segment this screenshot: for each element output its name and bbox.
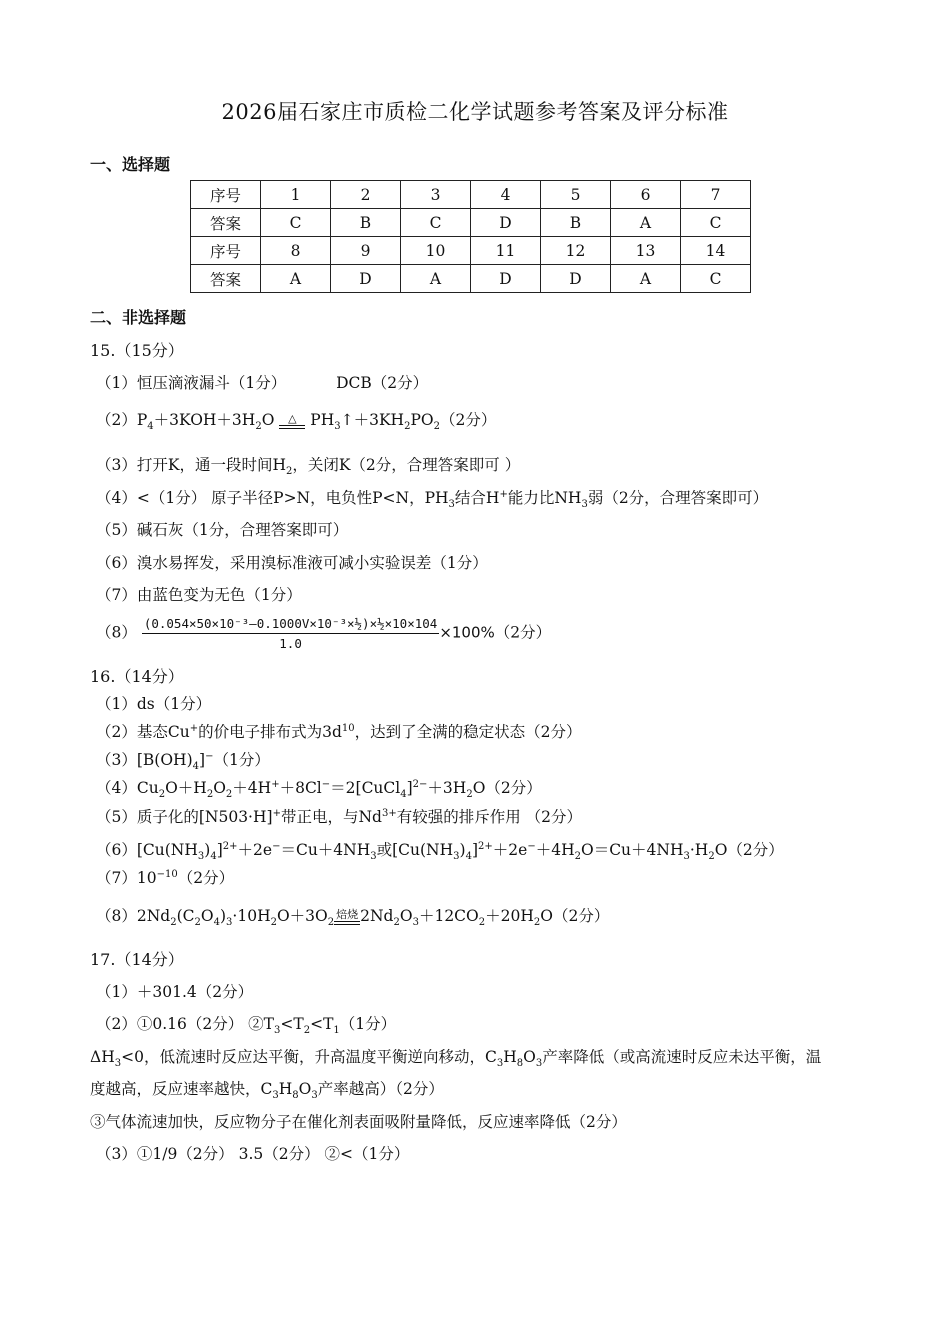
- eq-sub: 4: [210, 851, 217, 863]
- table-cell: 2: [331, 181, 401, 209]
- line-sup: 3+: [381, 807, 397, 819]
- eq-text: （6）[Cu(NH: [96, 841, 198, 859]
- equals-bar: [334, 921, 360, 925]
- eq-sub: 2: [206, 789, 214, 801]
- line-text: （3）打开K，通一段时间H: [96, 456, 286, 474]
- section-nonchoice-heading: 二、非选择题: [90, 308, 187, 327]
- line-sup: −10: [156, 868, 178, 880]
- eq-text: 2Nd: [360, 907, 394, 925]
- line-text: <T: [280, 1015, 304, 1033]
- table-cell: D: [541, 265, 611, 293]
- q16-line-5: [96, 805, 582, 827]
- table-row-header: 序号: [191, 237, 261, 265]
- table-row: [191, 209, 751, 237]
- line-sup: 10: [341, 722, 355, 734]
- eq-text: O＋H: [165, 779, 207, 797]
- eq-text: ·10H: [232, 907, 271, 925]
- equals-bar: [279, 425, 305, 429]
- line-text: 有较强的排斥作用 （2分）: [396, 808, 582, 826]
- line-sub: 3: [272, 1090, 279, 1102]
- line-text: ，关闭K（2分，合理答案即可 ）: [292, 456, 521, 474]
- eq-text: ＋4H: [232, 779, 272, 797]
- eq-sub: 3: [683, 851, 690, 863]
- eq-text: PO: [410, 411, 434, 429]
- q15-line-4: [96, 486, 769, 511]
- q16-line-4: [96, 776, 542, 801]
- eq-text: ＋4H: [535, 841, 575, 859]
- eq-text: ＋8Cl: [279, 779, 322, 797]
- eq-sub: 2: [708, 851, 715, 863]
- table-cell: B: [331, 209, 401, 237]
- table-row-header: 序号: [191, 181, 261, 209]
- line-sub: 3: [535, 1058, 543, 1070]
- condition-label: △: [288, 412, 297, 425]
- percent-factor: ×100%: [439, 623, 495, 642]
- line-text: O: [298, 1080, 312, 1098]
- eq-text: O（2分）: [714, 841, 784, 859]
- line-text: 能力比NH: [507, 489, 582, 507]
- line-sub: 3: [311, 1090, 318, 1102]
- line-text: （3）[B(OH): [96, 751, 193, 769]
- eq-text: ＋12CO: [418, 907, 479, 925]
- page-title: 2026届石家庄市质检二化学试题参考答案及评分标准: [221, 100, 729, 124]
- q17-line-3: [90, 1045, 822, 1070]
- line-text: <0，低流速时反应达平衡，升高温度平衡逆向移动，C: [121, 1048, 497, 1066]
- condition-label: 焙烧: [336, 908, 359, 921]
- eq-sub: 3: [453, 851, 460, 863]
- question-17-header: 17.（14分）: [90, 950, 184, 969]
- eq-sub: 4: [465, 851, 472, 863]
- table-row-header: 答案: [191, 209, 261, 237]
- answer-table: [190, 180, 751, 293]
- line-text: <T: [310, 1015, 334, 1033]
- line-sub: 2: [285, 466, 293, 478]
- eq-text: ＝2[CuCl: [330, 779, 401, 797]
- table-cell: 5: [541, 181, 611, 209]
- line-text: 结合H: [454, 489, 500, 507]
- line-sub: 8: [292, 1090, 299, 1102]
- table-row: [191, 265, 751, 293]
- table-cell: D: [331, 265, 401, 293]
- eq-text: ): [459, 841, 466, 859]
- line-sub: 4: [192, 761, 199, 773]
- line-text: （2分）: [177, 869, 235, 887]
- line-text: （4）<（1分） 原子半径P>N，电负性P<N，PH: [96, 489, 449, 507]
- line-sub: 3: [448, 499, 455, 511]
- eq-sup: +: [271, 778, 280, 790]
- table-cell: C: [681, 209, 751, 237]
- eq-text: ]: [471, 841, 479, 859]
- line-sup: +: [189, 722, 199, 734]
- eq-text: （2）P: [96, 411, 148, 429]
- q15-line-7: （7）由蓝色变为无色（1分）: [96, 586, 302, 604]
- table-cell: 3: [401, 181, 471, 209]
- line-text: （2分）: [494, 623, 552, 642]
- line-text: ]: [199, 751, 206, 769]
- table-cell: A: [611, 265, 681, 293]
- eq-text: O（2分）: [472, 779, 542, 797]
- q17-line-4: [90, 1077, 444, 1102]
- eq-sub: 2: [170, 917, 177, 929]
- q16-line-7: [96, 866, 234, 888]
- q17-line-5: ③气体流速加快，反应物分子在催化剂表面吸附量降低，反应速率降低（2分）: [90, 1113, 627, 1131]
- eq-sub: 3: [370, 851, 377, 863]
- table-cell: A: [261, 265, 331, 293]
- table-row: [191, 237, 751, 265]
- line-text: （8）: [96, 623, 137, 642]
- eq-text: O（2分）: [540, 907, 610, 925]
- question-16-header: 16.（14分）: [90, 667, 184, 686]
- q16-line-3: [96, 748, 270, 773]
- table-cell: 9: [331, 237, 401, 265]
- eq-sub: 2: [255, 421, 262, 433]
- eq-text: ＋3KOH＋3H: [153, 411, 256, 429]
- line-sub: 8: [516, 1058, 524, 1070]
- eq-text: O: [200, 907, 214, 925]
- table-cell: 7: [681, 181, 751, 209]
- line-text: 产率越高）（2分）: [317, 1080, 444, 1098]
- line-sub: 3: [114, 1058, 122, 1070]
- line-sup: +: [272, 807, 281, 819]
- eq-text: O: [213, 779, 226, 797]
- table-cell: 8: [261, 237, 331, 265]
- eq-sub: 2: [225, 789, 233, 801]
- eq-text: （2分）: [439, 411, 497, 429]
- line-sup: −: [205, 750, 214, 762]
- table-cell: D: [471, 265, 541, 293]
- q17-line-2: [96, 1012, 397, 1037]
- table-row: [191, 181, 751, 209]
- eq-text: PH: [310, 411, 335, 429]
- line-text: （2）①0.16（2分） ②T: [96, 1015, 275, 1033]
- eq-sub: 3: [412, 917, 419, 929]
- eq-text: ]: [406, 779, 413, 797]
- line-sub: 1: [333, 1025, 340, 1037]
- line-text: （7）10: [96, 869, 157, 887]
- line-text: H: [503, 1048, 517, 1066]
- eq-sub: 3: [226, 917, 233, 929]
- table-cell: D: [471, 209, 541, 237]
- table-cell: 6: [611, 181, 681, 209]
- eq-text: ↑＋3KH: [340, 411, 405, 429]
- purity-fraction: [142, 616, 440, 651]
- line-text: （2）基态Cu: [96, 723, 190, 741]
- eq-text: ): [204, 841, 211, 859]
- line-text: 弱（2分，合理答案即可）: [587, 489, 769, 507]
- eq-sub: 2: [478, 917, 486, 929]
- eq-text: ＋2e: [492, 841, 528, 859]
- table-cell: 13: [611, 237, 681, 265]
- eq-sub: 2: [158, 789, 166, 801]
- eq-sub: 2: [433, 421, 440, 433]
- line-sub: 3: [274, 1025, 281, 1037]
- eq-text: O＋3O: [276, 907, 328, 925]
- eq-sup: −: [321, 778, 331, 790]
- line-text: O: [523, 1048, 536, 1066]
- q15-line-5: （5）碱石灰（1分，合理答案即可）: [96, 521, 349, 539]
- line-text: 的价电子排布式为3d: [198, 723, 342, 741]
- q15-1-answer-a: （1）恒压滴液漏斗（1分）: [96, 374, 287, 392]
- eq-sup: 2+: [478, 840, 493, 852]
- line-sub: 3: [496, 1058, 504, 1070]
- section-choice-heading: 一、选择题: [90, 155, 171, 174]
- line-text: 产率降低（或高流速时反应未达平衡，温: [542, 1048, 822, 1066]
- line-sup: +: [499, 488, 508, 500]
- table-cell: 10: [401, 237, 471, 265]
- q15-1-answer-b: DCB（2分）: [336, 374, 429, 392]
- table-cell: B: [541, 209, 611, 237]
- fraction-denominator: 1.0: [279, 636, 302, 651]
- eq-sub: 3: [197, 851, 205, 863]
- line-text: H: [278, 1080, 293, 1098]
- table-row-header: 答案: [191, 265, 261, 293]
- eq-sub: 2: [194, 917, 201, 929]
- eq-text: ]: [216, 841, 223, 859]
- q17-line-6: （3）①1/9（2分） 3.5（2分） ②<（1分）: [96, 1145, 410, 1163]
- eq-text: ＝Cu＋4NH: [280, 841, 371, 859]
- q16-line-8: [96, 904, 610, 929]
- eq-sub: 4: [147, 421, 154, 433]
- q15-line-6: （6）溴水易挥发，采用溴标准液可减小实验误差（1分）: [96, 554, 488, 572]
- q15-line-3: [96, 453, 521, 478]
- reaction-condition-heat: [279, 413, 305, 429]
- eq-text: O: [399, 907, 413, 925]
- line-text: （5）质子化的[N503·H]: [96, 808, 273, 826]
- table-cell: 11: [471, 237, 541, 265]
- q16-line-2: [96, 720, 582, 742]
- line-text: ΔH: [90, 1048, 115, 1066]
- eq-text: ＋3H: [427, 779, 467, 797]
- eq-sub: 2: [574, 851, 581, 863]
- eq-sub: 2: [533, 917, 541, 929]
- eq-sub: 2: [404, 421, 411, 433]
- eq-sub: 4: [400, 789, 407, 801]
- eq-text: ·H: [689, 841, 709, 859]
- eq-sup: 2−: [412, 778, 428, 790]
- table-cell: C: [681, 265, 751, 293]
- eq-text: （4）Cu: [96, 779, 159, 797]
- eq-text: ＋20H: [485, 907, 534, 925]
- eq-sup: 2+: [222, 840, 238, 852]
- eq-sub: 2: [327, 917, 335, 929]
- eq-sup: −: [272, 840, 281, 852]
- eq-text: ＋2e: [237, 841, 273, 859]
- q17-line-1: （1）＋301.4（2分）: [96, 983, 254, 1001]
- eq-sub: 4: [213, 917, 220, 929]
- eq-text: O: [261, 411, 275, 429]
- line-text: 带正电，与Nd: [280, 808, 382, 826]
- eq-text: (C: [176, 907, 195, 925]
- q16-line-1: （1）ds（1分）: [96, 695, 212, 713]
- table-cell: 14: [681, 237, 751, 265]
- table-cell: 4: [471, 181, 541, 209]
- line-text: ，达到了全满的稳定状态（2分）: [354, 723, 582, 741]
- q16-line-6: [96, 838, 784, 863]
- eq-sub: 3: [334, 421, 341, 433]
- table-cell: A: [401, 265, 471, 293]
- line-sub: 2: [303, 1025, 311, 1037]
- q15-line-8: [96, 616, 551, 651]
- eq-text: （8）2Nd: [96, 907, 171, 925]
- line-text: （1分）: [339, 1015, 397, 1033]
- eq-text: ): [219, 907, 227, 925]
- eq-sup: −: [527, 840, 536, 852]
- table-cell: 1: [261, 181, 331, 209]
- reaction-condition-roast: [334, 909, 360, 925]
- eq-sub: 2: [270, 917, 277, 929]
- q15-line-1: [96, 371, 428, 393]
- table-cell: A: [611, 209, 681, 237]
- eq-text: 或[Cu(NH: [376, 841, 454, 859]
- eq-text: O＝Cu＋4NH: [580, 841, 684, 859]
- eq-sub: 2: [393, 917, 400, 929]
- question-15-header: 15.（15分）: [90, 341, 184, 360]
- table-cell: 12: [541, 237, 611, 265]
- table-cell: C: [261, 209, 331, 237]
- line-text: 度越高，反应速率越快，C: [90, 1080, 273, 1098]
- eq-sub: 2: [466, 789, 473, 801]
- table-cell: C: [401, 209, 471, 237]
- line-text: （1分）: [213, 751, 270, 769]
- line-sub: 3: [581, 499, 588, 511]
- fraction-numerator: (0.054×50×10⁻³–0.1000V×10⁻³×½)×½×10×104: [142, 616, 440, 634]
- q15-line-2: [96, 408, 497, 433]
